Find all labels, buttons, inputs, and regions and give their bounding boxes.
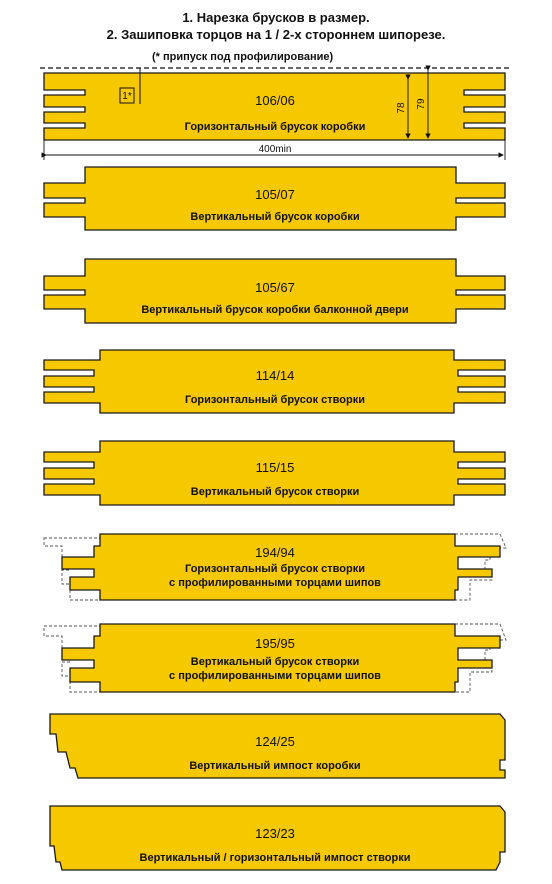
part-code: 195/95 — [255, 636, 295, 651]
part-code: 194/94 — [255, 545, 295, 560]
part-name-line-2: с профилированными торцами шипов — [169, 577, 381, 589]
dim-label-79: 79 — [416, 98, 427, 110]
part-name: Горизонтальный брусок коробки — [184, 121, 366, 133]
part-105-07 — [44, 167, 505, 230]
part-name: Вертикальный брусок коробки — [190, 211, 360, 223]
part-123-23 — [50, 806, 505, 870]
title-line-1: 1. Нарезка брусков в размер. — [182, 10, 370, 25]
part-115-15 — [44, 441, 505, 505]
part-106-06 — [44, 68, 505, 140]
dim-label-78: 78 — [396, 102, 407, 114]
part-name: Горизонтальный брусок створки — [185, 394, 365, 406]
part-code: 114/14 — [255, 368, 295, 383]
part-name: Вертикальный брусок створки — [190, 486, 360, 498]
length-label: 400min — [258, 144, 292, 155]
part-105-67 — [44, 259, 505, 323]
part-code: 105/07 — [255, 187, 295, 202]
part-name: Вертикальный импост коробки — [189, 760, 361, 772]
part-name-line-1: Вертикальный брусок створки — [190, 656, 360, 668]
part-name-line-1: Горизонтальный брусок створки — [185, 563, 365, 575]
part-code: 123/23 — [255, 826, 295, 841]
title-line-2: 2. Зашиповка торцов на 1 / 2-х стороннем шипорезе. — [106, 27, 446, 42]
allowance-marker-text: 1* — [122, 91, 132, 102]
part-name: Вертикальный брусок коробки балконной двери — [141, 304, 409, 316]
tenon-outline-right — [455, 534, 506, 600]
part-code: 115/15 — [255, 460, 295, 475]
part-code: 106/06 — [255, 93, 295, 108]
part-name-line-2: с профилированными торцами шипов — [169, 670, 381, 682]
part-code: 105/67 — [255, 280, 295, 295]
part-name: Вертикальный / горизонтальный импост створки — [139, 852, 411, 864]
part-code: 124/25 — [255, 734, 295, 749]
allowance-note: (* припуск под профилирование) — [152, 51, 334, 63]
part-194-94 — [44, 534, 506, 600]
part-195-95 — [44, 624, 506, 692]
tenon-outline-right — [455, 624, 506, 692]
length-dimension — [44, 140, 505, 160]
part-124-25 — [50, 714, 505, 778]
part-114-14 — [44, 350, 505, 413]
